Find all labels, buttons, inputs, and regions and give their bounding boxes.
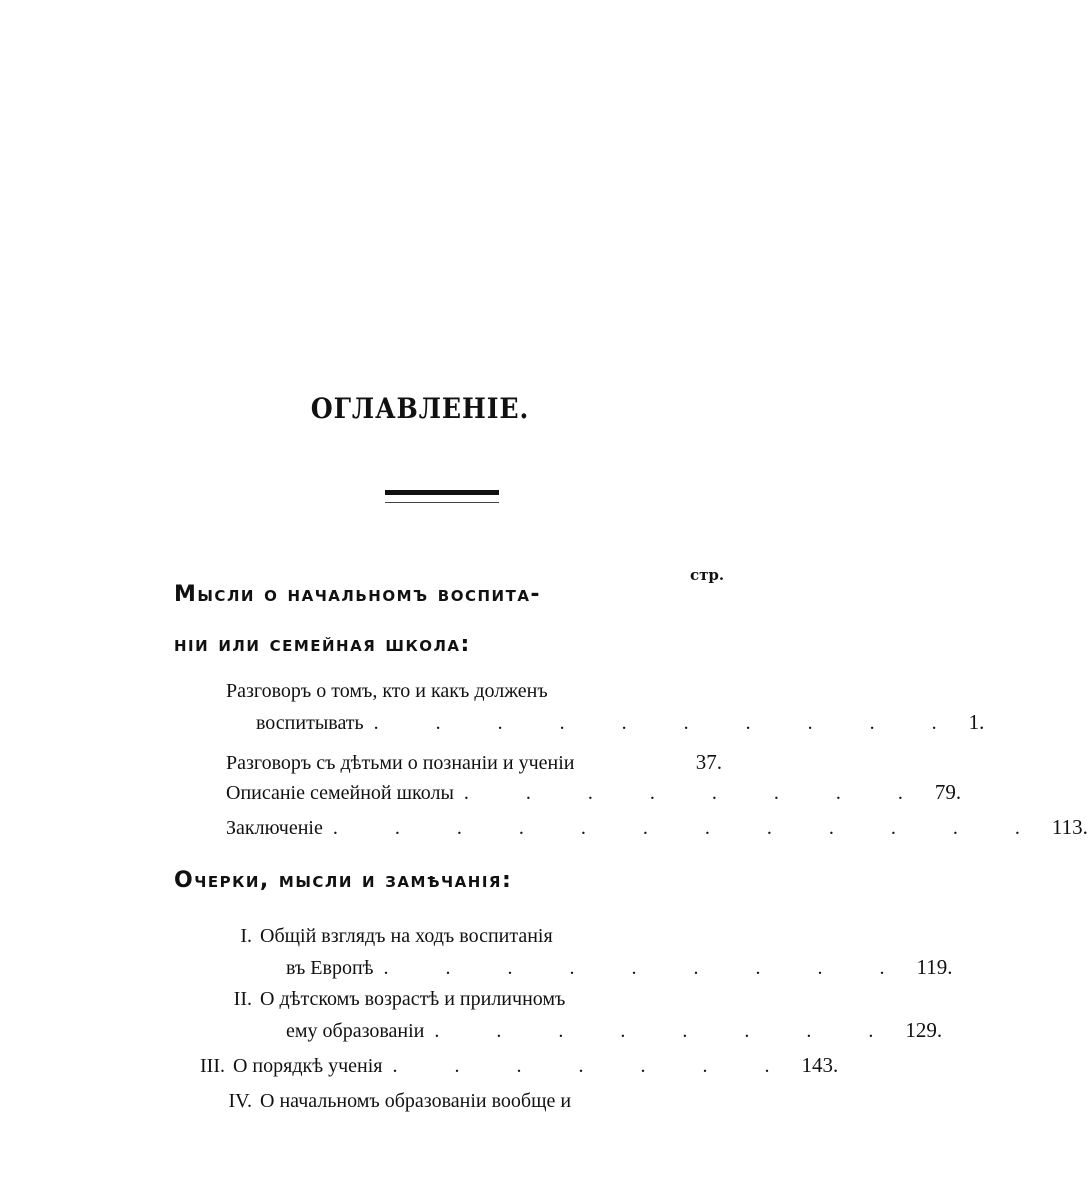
dot-leader: . . . . . . . . — [463, 782, 929, 804]
toc-entry-4-page: 113. — [1051, 815, 1088, 839]
page-title: ОГЛАВЛЕНІЕ. — [310, 392, 530, 425]
section-1-heading-line1: Мысли о начальномъ воспита- — [174, 582, 542, 607]
toc-entry-4 — [226, 815, 1088, 840]
toc-entry-7 — [200, 1053, 839, 1078]
dot-leader: . . . . . . . . — [434, 1020, 900, 1042]
dot-leader: . . . . . . . . . . — [373, 712, 963, 734]
dot-leader: . . . . . . . . . — [383, 957, 911, 979]
toc-entry-6 — [286, 1018, 943, 1043]
title-rule-thin — [385, 502, 499, 503]
toc-entry-5-line2: въ Европѣ — [286, 957, 374, 979]
toc-entry-2-title: Разговоръ съ дѣтьми о познаніи и ученіи — [226, 752, 575, 774]
toc-entry-3-page: 79. — [934, 780, 962, 804]
title-rule-thick — [385, 490, 499, 495]
toc-entry-2 — [226, 750, 722, 775]
toc-entry-4-title: Заключеніе — [226, 817, 323, 839]
toc-entry-8 — [200, 1090, 690, 1113]
toc-entry-8-numeral: IV. — [228, 1090, 252, 1112]
toc-entry-1-line1: Разговоръ о томъ, кто и какъ долженъ — [226, 680, 548, 702]
toc-entry-2-page: 37. — [695, 750, 722, 774]
toc-entry-1-line2: воспитывать — [256, 712, 364, 734]
toc-entry-1-page: 1. — [968, 710, 985, 734]
toc-entry-6-line1-row — [200, 988, 680, 1011]
section-1-heading-line2: ніи или семейная школа: — [174, 632, 471, 657]
toc-entry-5-line1-row — [200, 925, 680, 948]
toc-entry-6-line2: ему образованіи — [286, 1020, 425, 1042]
toc-entry-6-numeral: II. — [233, 988, 252, 1010]
toc-entry-5-line1: Общій взглядъ на ходъ воспитанія — [260, 925, 553, 947]
toc-entry-3 — [226, 780, 962, 805]
toc-entry-6-line1: О дѣтскомъ возрастѣ и приличномъ — [260, 988, 566, 1010]
toc-entry-8-title: О начальномъ образованіи вообще и — [260, 1090, 572, 1112]
toc-entry-3-title: Описаніе семейной школы — [226, 782, 454, 804]
toc-entry-5 — [286, 955, 953, 980]
toc-entry-6-page: 129. — [905, 1018, 943, 1042]
page-column-label: стр. — [690, 566, 725, 584]
dot-leader: . . . . . . . . . . . . — [332, 817, 1046, 839]
toc-entry-7-title: О порядкѣ ученія — [232, 1055, 383, 1077]
toc-entry-5-page: 119. — [916, 955, 953, 979]
toc-entry-7-numeral: III. — [200, 1055, 225, 1077]
toc-entry-5-numeral: I. — [240, 925, 252, 947]
section-2-heading: Очерки, мысли и замѣчанія: — [174, 868, 513, 893]
toc-entry-1 — [256, 710, 985, 735]
dot-leader: . . . . . . . — [392, 1055, 796, 1077]
toc-entry-7-page: 143. — [801, 1053, 839, 1077]
